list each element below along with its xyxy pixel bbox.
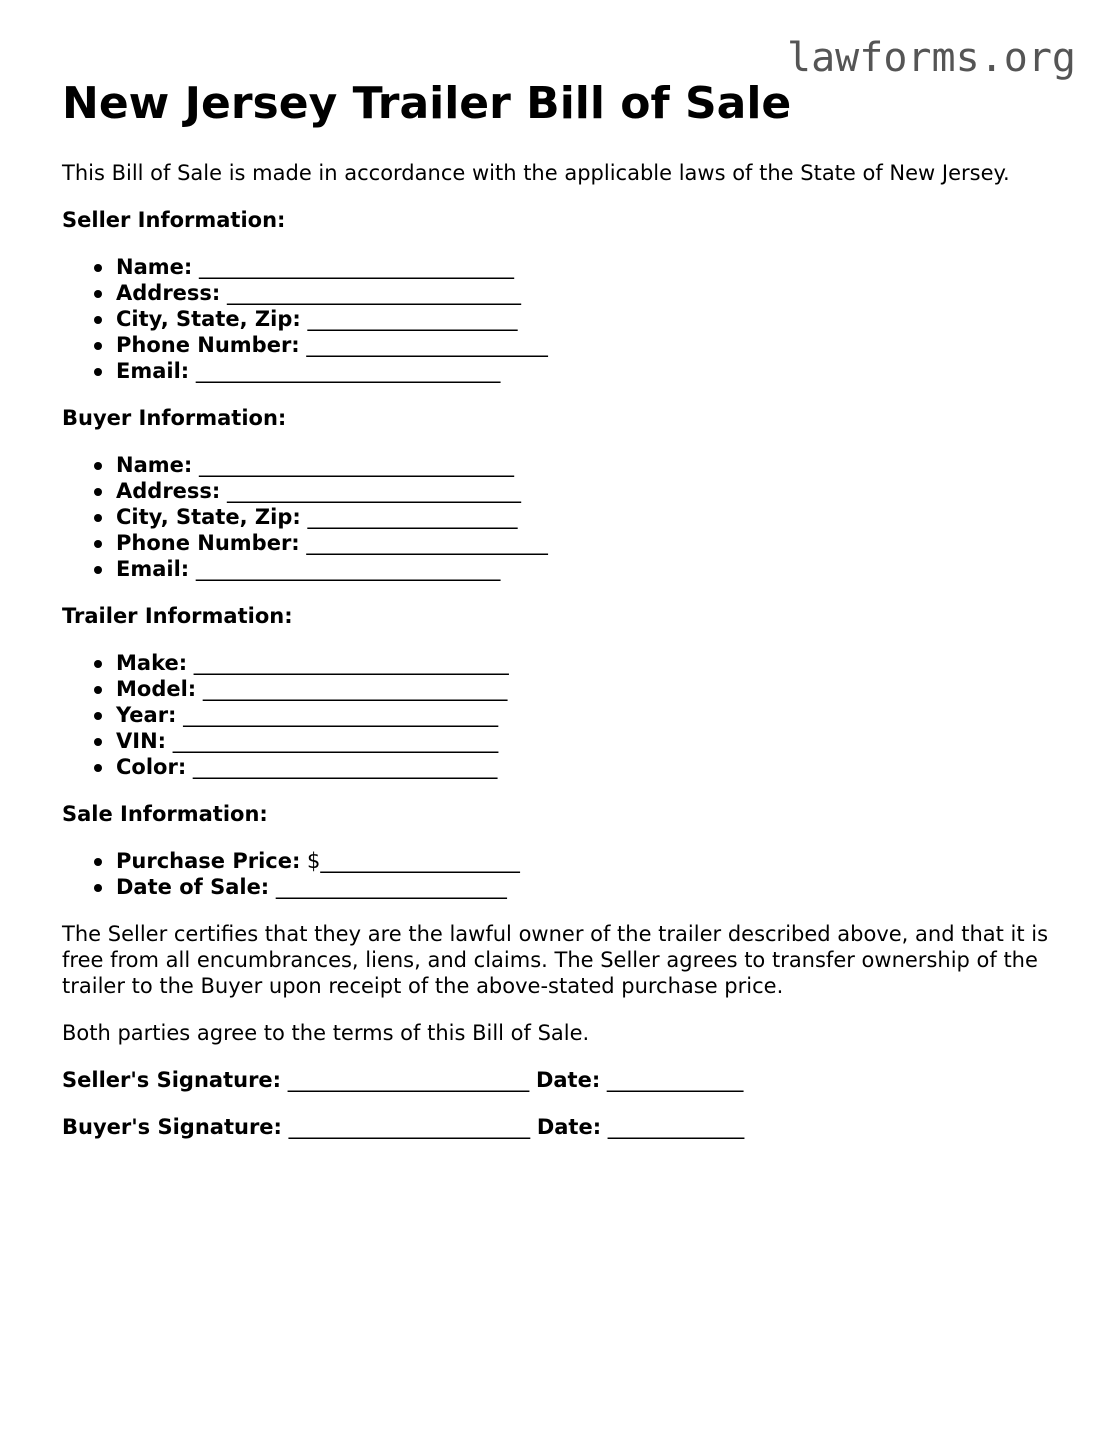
blank-line: _______________________ [299,333,548,357]
seller-date-line: _____________ [600,1068,744,1092]
blank-line: ______________________________ [192,255,514,279]
watermark-logo: lawforms.org [787,35,1076,81]
blank-line: ____________________ [300,307,518,331]
page-title: New Jersey Trailer Bill of Sale [62,78,792,129]
agreement-paragraph: Both parties agree to the terms of this Bill of Sale. [62,1021,590,1045]
buyer-address-field [116,478,1062,504]
buyer-name-field [116,452,1062,478]
field-label: Email: [116,557,190,581]
buyer-date-line: _____________ [601,1115,745,1139]
trailer-vin-field [116,728,1062,754]
field-label: Make: [116,651,188,675]
field-label: Date of Sale: [116,875,270,899]
blank-line: _____________________________ [186,755,498,779]
seller-name-field [116,254,1062,280]
field-label: City, State, Zip: [116,505,301,529]
field-label: Color: [116,755,187,779]
blank-line: _____________________________ [189,557,501,581]
blank-line: ______________________________ [187,651,509,675]
blank-line: ______________________________ [192,453,514,477]
seller-phone-field [116,332,1062,358]
seller-date-label: Date: [535,1068,601,1092]
seller-field-list [62,254,1062,384]
certification-paragraph: The Seller certifies that they are the lawful owner of the trailer described above, and that it is free from all encumbrances, liens, and claims. The Seller agrees to transfer ownership of the trailer to the Buyer upon receipt of the above-stated purchase price. [62,922,1049,998]
blank-line: $___________________ [300,849,520,873]
sale-field-list [62,848,1062,900]
blank-line: ____________________ [300,505,518,529]
buyer-email-field [116,556,1062,582]
buyer-city-state-zip-field [116,504,1062,530]
field-label: VIN: [116,729,167,753]
seller-section-heading: Seller Information: [62,208,286,232]
seller-signature-row [62,1067,1062,1093]
date-of-sale-field [116,874,1062,900]
blank-line: _____________________________ [189,359,501,383]
field-label: Address: [116,479,221,503]
trailer-color-field [116,754,1062,780]
trailer-field-list [62,650,1062,780]
seller-city-state-zip-field [116,306,1062,332]
blank-line: ______________________ [269,875,507,899]
field-label: Phone Number: [116,531,300,555]
field-label: Email: [116,359,190,383]
purchase-price-field [116,848,1062,874]
buyer-phone-field [116,530,1062,556]
trailer-model-field [116,676,1062,702]
field-label: Phone Number: [116,333,300,357]
trailer-year-field [116,702,1062,728]
blank-line: _______________________ [299,531,548,555]
field-label: City, State, Zip: [116,307,301,331]
field-label: Name: [116,255,193,279]
buyer-signature-label: Buyer's Signature: [62,1115,282,1139]
seller-address-field [116,280,1062,306]
intro-paragraph: This Bill of Sale is made in accordance with the applicable laws of the State of New Jersey. [62,161,1010,185]
seller-signature-label: Seller's Signature: [62,1068,282,1092]
buyer-section-heading: Buyer Information: [62,406,287,430]
buyer-signature-row [62,1114,1062,1140]
field-label: Name: [116,453,193,477]
blank-line: ____________________________ [220,281,522,305]
buyer-field-list [62,452,1062,582]
sale-section-heading: Sale Information: [62,802,268,826]
field-label: Address: [116,281,221,305]
seller-email-field [116,358,1062,384]
document-body [62,160,1062,1161]
trailer-make-field [116,650,1062,676]
field-label: Purchase Price: [116,849,301,873]
blank-line: _______________________________ [166,729,499,753]
trailer-section-heading: Trailer Information: [62,604,293,628]
blank-line: ______________________________ [176,703,499,727]
buyer-signature-line: _______________________ [281,1115,537,1139]
blank-line: _____________________________ [196,677,508,701]
seller-signature-line: _______________________ [281,1068,536,1092]
field-label: Model: [116,677,197,701]
field-label: Year: [116,703,177,727]
buyer-date-label: Date: [536,1115,602,1139]
blank-line: ____________________________ [220,479,522,503]
